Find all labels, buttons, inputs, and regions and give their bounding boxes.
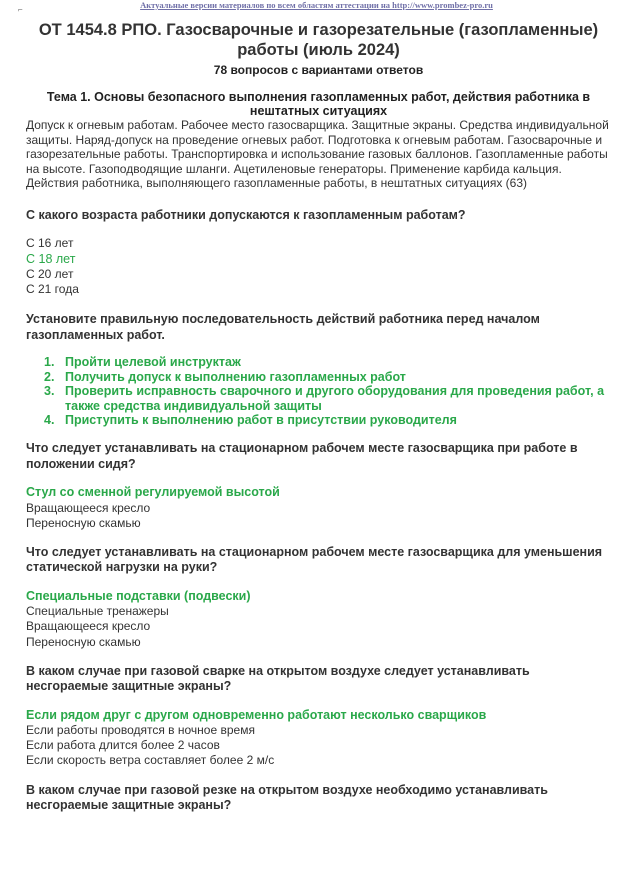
document-title-line-1: ОТ 1454.8 РПО. Газосварочные и газорезательные (газопламенные) [38, 21, 599, 39]
question-block [26, 208, 611, 297]
answer-option: С 16 лет [26, 236, 74, 251]
sequence-step [44, 370, 611, 384]
question-block [26, 783, 611, 814]
answer-option: Вращающееся кресло [26, 500, 151, 515]
answer-option-correct: С 18 лет [26, 251, 76, 266]
sequence-step-number: 2. [44, 369, 55, 384]
question-block [26, 545, 611, 650]
answer-list [26, 485, 611, 531]
answer-option: С 21 года [26, 282, 79, 297]
answer-option-correct: Стул со сменной регулируемой высотой [26, 485, 280, 500]
top-banner-link[interactable]: Актуальные версии материалов по всем областям аттестации на http://www.prombez-pro.ru [140, 0, 493, 10]
sequence-step-text: Проверить исправность сварочного и другого оборудования для проведения работ, а также средства индивидуальной защиты [65, 384, 605, 413]
sequence-step [44, 413, 611, 427]
topic-title-line-1: Тема 1. Основы безопасного выполнения газопламенных работ, действия работника в [46, 90, 591, 104]
document-subtitle: 78 вопросов с вариантами ответов [213, 63, 424, 77]
answer-option-correct: Если рядом друг с другом одновременно работают несколько сварщиков [26, 707, 487, 722]
sequence-step-text: Пройти целевой инструктаж [65, 355, 241, 370]
sequence-step [44, 355, 611, 369]
answer-option: Если работа длится более 2 часов [26, 738, 220, 753]
sequence-answer-list [26, 355, 611, 427]
question-text: Что следует устанавливать на стационарном рабочем месте газосварщика для уменьшения статической нагрузки на руки? [26, 544, 603, 575]
topic-description: Допуск к огневым работам. Рабочее место газосварщика. Защитные экраны. Средства индивидуальной защиты. Наряд-допуск на проведение огневых работ. Подготовка к огневым работам. Газосварочные и газорезательные работы. Транспортировка и использование газовых баллонов. Газопламенные работы на высоте. Газоподводящие шланги. Ацетиленовые генераторы. Применение карбида кальция. Действия работника, выполняющего газопламенные работы, в нештатных ситуациях (63) [26, 118, 609, 191]
answer-option-correct: Специальные подставки (подвески) [26, 588, 251, 603]
sequence-step-number: 1. [44, 355, 55, 370]
answer-option: Если скорость ветра составляет более 2 м/с [26, 753, 275, 768]
document-title [26, 20, 611, 60]
sequence-step-number: 4. [44, 412, 55, 427]
answer-option: С 20 лет [26, 266, 74, 281]
document-title-line-2: работы (июль 2024) [237, 41, 400, 59]
sequence-step [44, 384, 611, 413]
sequence-step-text: Получить допуск к выполнению газопламенных работ [65, 369, 406, 384]
answer-list [26, 589, 611, 650]
answer-list [26, 708, 611, 769]
question-text: Что следует устанавливать на стационарном рабочем месте газосварщика при работе в положении сидя? [26, 441, 578, 471]
sequence-step-number: 3. [44, 384, 55, 399]
topic-title [26, 90, 611, 118]
text-cursor-mark: ⌐ [18, 5, 23, 14]
question-text: В каком случае при газовой резке на открытом воздухе необходимо устанавливать несгораемые защитные экраны? [26, 782, 548, 813]
question-block [26, 664, 611, 769]
answer-option: Переносную скамью [26, 634, 141, 649]
answer-option: Переносную скамью [26, 515, 141, 530]
question-block [26, 441, 611, 531]
answer-list [26, 236, 611, 297]
sequence-step-text: Приступить к выполнению работ в присутствии руководителя [65, 412, 457, 427]
question-text: В каком случае при газовой сварке на открытом воздухе следует устанавливать несгораемые защитные экраны? [26, 663, 530, 694]
topic-title-line-2: нештатных ситуациях [249, 104, 388, 118]
answer-option: Вращающееся кресло [26, 619, 151, 634]
question-block [26, 312, 611, 427]
question-text: С какого возраста работники допускаются к газопламенным работам? [26, 207, 466, 222]
document-body [26, 20, 611, 814]
answer-option: Специальные тренажеры [26, 604, 169, 619]
answer-option: Если работы проводятся в ночное время [26, 722, 255, 737]
question-text: Установите правильную последовательность действий работника перед началом газопламенных работ. [26, 312, 540, 342]
